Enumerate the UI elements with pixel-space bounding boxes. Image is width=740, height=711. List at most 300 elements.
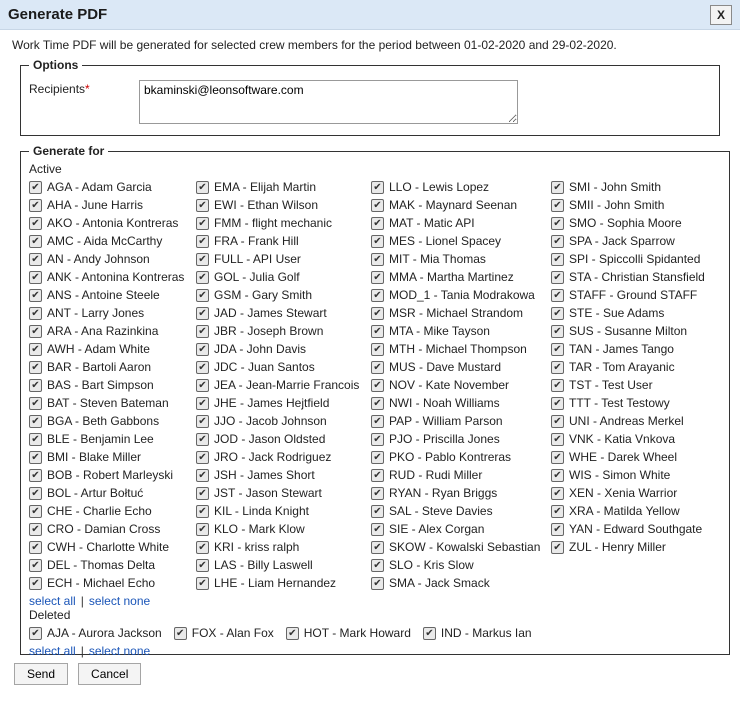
crew-checkbox-item[interactable]: [29, 178, 196, 196]
crew-member-label: LHE - Liam Hernandez: [214, 576, 337, 590]
crew-checkbox-item[interactable]: [551, 340, 721, 358]
crew-member-label: EWI - Ethan Wilson: [214, 198, 319, 212]
crew-member-label: BOB - Robert Marleyski: [47, 468, 174, 482]
crew-member-label: MMA - Martha Martinez: [389, 270, 514, 284]
checkbox-checked-icon[interactable]: ✔: [371, 577, 384, 590]
crew-checkbox-item[interactable]: [174, 624, 274, 642]
checkbox-checked-icon[interactable]: ✔: [551, 505, 564, 518]
crew-member-label: ANS - Antoine Steele: [47, 288, 160, 302]
checkbox-checked-icon[interactable]: ✔: [196, 325, 209, 338]
checkbox-checked-icon[interactable]: ✔: [371, 199, 384, 212]
checkbox-checked-icon[interactable]: ✔: [371, 343, 384, 356]
crew-member-label: FMM - flight mechanic: [214, 216, 333, 230]
dialog-titlebar: [0, 0, 740, 30]
crew-member-label: AWH - Adam White: [47, 342, 150, 356]
crew-member-label: MTA - Mike Tayson: [389, 324, 490, 338]
checkbox-checked-icon[interactable]: ✔: [551, 235, 564, 248]
checkbox-checked-icon[interactable]: ✔: [551, 271, 564, 284]
crew-member-label: JBR - Joseph Brown: [214, 324, 324, 338]
recipients-label: [29, 80, 139, 96]
options-fieldset: [20, 58, 720, 136]
crew-checkbox-item[interactable]: [371, 232, 551, 250]
crew-checkbox-item[interactable]: [196, 358, 371, 376]
crew-checkbox-item[interactable]: [371, 250, 551, 268]
crew-member-label: TAR - Tom Arayanic: [569, 360, 675, 374]
crew-checkbox-item[interactable]: [551, 358, 721, 376]
crew-checkbox-item[interactable]: [371, 502, 551, 520]
options-legend: Options: [33, 58, 79, 72]
crew-checkbox-item[interactable]: [29, 520, 196, 538]
checkbox-checked-icon[interactable]: ✔: [371, 181, 384, 194]
crew-checkbox-item[interactable]: [29, 394, 196, 412]
crew-member-label: BOL - Artur Bołtuć: [47, 486, 144, 500]
crew-member-label: FRA - Frank Hill: [214, 234, 299, 248]
checkbox-checked-icon[interactable]: ✔: [551, 397, 564, 410]
generate-for-legend: Generate for: [33, 144, 105, 158]
checkbox-checked-icon[interactable]: ✔: [371, 289, 384, 302]
crew-checkbox-item[interactable]: [551, 268, 721, 286]
checkbox-checked-icon[interactable]: ✔: [196, 433, 209, 446]
checkbox-checked-icon[interactable]: ✔: [196, 397, 209, 410]
crew-member-label: JRO - Jack Rodriguez: [214, 450, 332, 464]
checkbox-checked-icon[interactable]: ✔: [196, 343, 209, 356]
crew-checkbox-item[interactable]: [551, 502, 721, 520]
crew-member-label: JHE - James Hejtfield: [214, 396, 330, 410]
checkbox-checked-icon[interactable]: ✔: [551, 199, 564, 212]
deleted-selection-links: [29, 644, 721, 660]
crew-member-label: NOV - Kate November: [389, 378, 510, 392]
crew-checkbox-item[interactable]: [196, 322, 371, 340]
checkbox-checked-icon[interactable]: ✔: [551, 523, 564, 536]
checkbox-checked-icon[interactable]: ✔: [29, 505, 42, 518]
checkbox-checked-icon[interactable]: ✔: [196, 577, 209, 590]
crew-checkbox-item[interactable]: [196, 430, 371, 448]
crew-member-label: JOD - Jason Oldsted: [214, 432, 326, 446]
crew-member-label: AHA - June Harris: [47, 198, 144, 212]
checkbox-checked-icon[interactable]: ✔: [371, 415, 384, 428]
crew-member-label: RUD - Rudi Miller: [389, 468, 483, 482]
crew-member-label: PKO - Pablo Kontreras: [389, 450, 512, 464]
checkbox-checked-icon[interactable]: ✔: [196, 235, 209, 248]
crew-member-label: PJO - Priscilla Jones: [389, 432, 500, 446]
crew-member-label: XRA - Matilda Yellow: [569, 504, 680, 518]
checkbox-checked-icon[interactable]: ✔: [423, 627, 436, 640]
active-group-label: Active: [29, 162, 62, 176]
crew-member-label: SMO - Sophia Moore: [569, 216, 682, 230]
checkbox-checked-icon[interactable]: ✔: [29, 487, 42, 500]
crew-member-label: SMI - John Smith: [569, 180, 662, 194]
crew-member-label: AN - Andy Johnson: [47, 252, 150, 266]
checkbox-checked-icon[interactable]: ✔: [551, 343, 564, 356]
crew-checkbox-item[interactable]: [551, 520, 721, 538]
crew-checkbox-item[interactable]: [29, 304, 196, 322]
checkbox-checked-icon[interactable]: ✔: [371, 253, 384, 266]
crew-member-label: MAK - Maynard Seenan: [389, 198, 518, 212]
crew-member-label: ANK - Antonina Kontreras: [47, 270, 185, 284]
crew-member-label: VNK - Katia Vnkova: [569, 432, 676, 446]
crew-checkbox-item[interactable]: [371, 358, 551, 376]
crew-member-label: SKOW - Kowalski Sebastian: [389, 540, 541, 554]
checkbox-checked-icon[interactable]: ✔: [29, 361, 42, 374]
crew-checkbox-item[interactable]: [29, 448, 196, 466]
crew-checkbox-item[interactable]: [196, 304, 371, 322]
crew-member-label: TAN - James Tango: [569, 342, 674, 356]
checkbox-checked-icon[interactable]: ✔: [196, 559, 209, 572]
crew-checkbox-item[interactable]: [196, 268, 371, 286]
checkbox-checked-icon[interactable]: ✔: [371, 217, 384, 230]
checkbox-checked-icon[interactable]: ✔: [196, 199, 209, 212]
crew-checkbox-item[interactable]: [196, 448, 371, 466]
checkbox-checked-icon[interactable]: ✔: [371, 307, 384, 320]
crew-member-label: BAS - Bart Simpson: [47, 378, 154, 392]
crew-checkbox-item[interactable]: [29, 556, 196, 574]
crew-member-label: MIT - Mia Thomas: [389, 252, 486, 266]
checkbox-checked-icon[interactable]: ✔: [29, 559, 42, 572]
crew-checkbox-item[interactable]: [371, 268, 551, 286]
crew-checkbox-item[interactable]: [551, 178, 721, 196]
checkbox-checked-icon[interactable]: ✔: [29, 451, 42, 464]
checkbox-checked-icon[interactable]: ✔: [371, 325, 384, 338]
recipients-field[interactable]: [139, 80, 518, 124]
checkbox-checked-icon[interactable]: ✔: [196, 271, 209, 284]
crew-member-label: MTH - Michael Thompson: [389, 342, 527, 356]
checkbox-checked-icon[interactable]: ✔: [196, 451, 209, 464]
crew-column: [29, 178, 196, 592]
crew-checkbox-item[interactable]: [29, 322, 196, 340]
crew-member-label: MUS - Dave Mustard: [389, 360, 502, 374]
crew-member-label: STE - Sue Adams: [569, 306, 665, 320]
crew-checkbox-item[interactable]: [371, 214, 551, 232]
crew-checkbox-item[interactable]: [551, 412, 721, 430]
crew-checkbox-item[interactable]: [371, 376, 551, 394]
active-crew-grid: [29, 178, 721, 592]
close-button[interactable]: X: [710, 5, 732, 25]
checkbox-checked-icon[interactable]: ✔: [371, 451, 384, 464]
crew-member-label: FOX - Alan Fox: [191, 626, 274, 640]
crew-checkbox-item[interactable]: [29, 574, 196, 592]
crew-checkbox-item[interactable]: [371, 394, 551, 412]
checkbox-checked-icon[interactable]: ✔: [196, 181, 209, 194]
crew-checkbox-item[interactable]: [196, 484, 371, 502]
checkbox-checked-icon[interactable]: ✔: [196, 505, 209, 518]
crew-member-label: AKO - Antonia Kontreras: [47, 216, 179, 230]
crew-member-label: DEL - Thomas Delta: [47, 558, 156, 572]
crew-checkbox-item[interactable]: [29, 286, 196, 304]
crew-checkbox-item[interactable]: [29, 376, 196, 394]
crew-member-label: UNI - Andreas Merkel: [569, 414, 684, 428]
checkbox-checked-icon[interactable]: ✔: [29, 325, 42, 338]
crew-checkbox-item[interactable]: [196, 538, 371, 556]
crew-checkbox-item[interactable]: [371, 430, 551, 448]
checkbox-checked-icon[interactable]: ✔: [29, 217, 42, 230]
crew-member-label: MSR - Michael Strandom: [389, 306, 524, 320]
crew-checkbox-item[interactable]: [29, 484, 196, 502]
checkbox-checked-icon[interactable]: ✔: [286, 627, 299, 640]
crew-member-label: BAT - Steven Bateman: [47, 396, 169, 410]
recipients-row: [29, 80, 711, 124]
deleted-crew-row: [29, 624, 721, 642]
checkbox-checked-icon[interactable]: ✔: [29, 379, 42, 392]
checkbox-checked-icon[interactable]: ✔: [196, 487, 209, 500]
crew-checkbox-item[interactable]: [371, 286, 551, 304]
checkbox-checked-icon[interactable]: ✔: [551, 181, 564, 194]
crew-checkbox-item[interactable]: [196, 466, 371, 484]
crew-member-label: JSH - James Short: [214, 468, 315, 482]
cancel-button[interactable]: Cancel: [78, 663, 141, 685]
checkbox-checked-icon[interactable]: ✔: [196, 415, 209, 428]
crew-checkbox-item[interactable]: [196, 196, 371, 214]
crew-member-label: AGA - Adam Garcia: [47, 180, 152, 194]
crew-member-label: STAFF - Ground STAFF: [569, 288, 698, 302]
select-none-deleted-link[interactable]: select none: [88, 644, 151, 658]
crew-checkbox-item[interactable]: [29, 430, 196, 448]
crew-checkbox-item[interactable]: [196, 250, 371, 268]
checkbox-checked-icon[interactable]: ✔: [371, 379, 384, 392]
crew-member-label: CWH - Charlotte White: [47, 540, 170, 554]
crew-checkbox-item[interactable]: [286, 624, 411, 642]
crew-checkbox-item[interactable]: [551, 430, 721, 448]
checkbox-checked-icon[interactable]: ✔: [29, 253, 42, 266]
crew-checkbox-item[interactable]: [371, 556, 551, 574]
crew-checkbox-item[interactable]: [196, 178, 371, 196]
crew-member-label: ZUL - Henry Miller: [569, 540, 666, 554]
crew-checkbox-item[interactable]: [371, 340, 551, 358]
crew-member-label: ANT - Larry Jones: [47, 306, 145, 320]
crew-member-label: XEN - Xenia Warrior: [569, 486, 678, 500]
crew-checkbox-item[interactable]: [196, 340, 371, 358]
crew-checkbox-item[interactable]: [29, 624, 162, 642]
checkbox-checked-icon[interactable]: ✔: [551, 487, 564, 500]
crew-checkbox-item[interactable]: [371, 322, 551, 340]
crew-checkbox-item[interactable]: [371, 304, 551, 322]
crew-checkbox-item[interactable]: [551, 322, 721, 340]
checkbox-checked-icon[interactable]: ✔: [196, 523, 209, 536]
crew-checkbox-item[interactable]: [423, 624, 532, 642]
checkbox-checked-icon[interactable]: ✔: [551, 307, 564, 320]
crew-checkbox-item[interactable]: [196, 556, 371, 574]
crew-member-label: JEA - Jean-Marrie Francois: [214, 378, 360, 392]
checkbox-checked-icon[interactable]: ✔: [196, 253, 209, 266]
checkbox-checked-icon[interactable]: ✔: [551, 217, 564, 230]
checkbox-checked-icon[interactable]: ✔: [371, 361, 384, 374]
dialog-body: [0, 30, 740, 685]
crew-checkbox-item[interactable]: [551, 196, 721, 214]
crew-checkbox-item[interactable]: [371, 178, 551, 196]
crew-checkbox-item[interactable]: [551, 250, 721, 268]
checkbox-checked-icon[interactable]: ✔: [551, 379, 564, 392]
crew-member-label: JAD - James Stewart: [214, 306, 327, 320]
required-mark: *: [85, 82, 90, 96]
crew-member-label: LLO - Lewis Lopez: [389, 180, 490, 194]
crew-checkbox-item[interactable]: [551, 538, 721, 556]
checkbox-checked-icon[interactable]: ✔: [551, 415, 564, 428]
intro-text: Work Time PDF will be generated for selected crew members for the period between 01-02-2020 and 29-02-2020.: [12, 38, 617, 52]
checkbox-checked-icon[interactable]: ✔: [551, 541, 564, 554]
checkbox-checked-icon[interactable]: ✔: [196, 307, 209, 320]
checkbox-checked-icon[interactable]: ✔: [371, 505, 384, 518]
crew-member-label: JST - Jason Stewart: [214, 486, 322, 500]
checkbox-checked-icon[interactable]: ✔: [29, 577, 42, 590]
crew-checkbox-item[interactable]: [196, 394, 371, 412]
checkbox-checked-icon[interactable]: ✔: [371, 541, 384, 554]
checkbox-checked-icon[interactable]: ✔: [29, 469, 42, 482]
checkbox-checked-icon[interactable]: ✔: [29, 235, 42, 248]
checkbox-checked-icon[interactable]: ✔: [551, 451, 564, 464]
crew-checkbox-item[interactable]: [29, 268, 196, 286]
crew-column: [371, 178, 551, 592]
crew-checkbox-item[interactable]: [371, 196, 551, 214]
crew-member-label: LAS - Billy Laswell: [214, 558, 313, 572]
crew-checkbox-item[interactable]: [196, 520, 371, 538]
checkbox-checked-icon[interactable]: ✔: [196, 217, 209, 230]
crew-member-label: MAT - Matic API: [389, 216, 475, 230]
crew-member-label: JJO - Jacob Johnson: [214, 414, 327, 428]
crew-member-label: BGA - Beth Gabbons: [47, 414, 160, 428]
checkbox-checked-icon[interactable]: ✔: [29, 397, 42, 410]
crew-member-label: SAL - Steve Davies: [389, 504, 493, 518]
crew-member-label: CHE - Charlie Echo: [47, 504, 152, 518]
crew-checkbox-item[interactable]: [551, 214, 721, 232]
crew-member-label: EMA - Elijah Martin: [214, 180, 317, 194]
crew-member-label: FULL - API User: [214, 252, 301, 266]
crew-checkbox-item[interactable]: [371, 484, 551, 502]
recipients-label-text: Recipients: [29, 82, 86, 96]
crew-member-label: GOL - Julia Golf: [214, 270, 300, 284]
checkbox-checked-icon[interactable]: ✔: [174, 627, 187, 640]
crew-checkbox-item[interactable]: [371, 520, 551, 538]
crew-checkbox-item[interactable]: [29, 196, 196, 214]
crew-checkbox-item[interactable]: [29, 502, 196, 520]
checkbox-checked-icon[interactable]: ✔: [29, 181, 42, 194]
crew-checkbox-item[interactable]: [29, 214, 196, 232]
dialog-title: Generate PDF: [8, 6, 108, 23]
crew-member-label: SIE - Alex Corgan: [389, 522, 485, 536]
crew-checkbox-item[interactable]: [29, 538, 196, 556]
link-separator: |: [80, 644, 84, 658]
crew-member-label: KIL - Linda Knight: [214, 504, 309, 518]
checkbox-checked-icon[interactable]: ✔: [551, 433, 564, 446]
deleted-group-label: Deleted: [29, 608, 71, 622]
crew-checkbox-item[interactable]: [371, 574, 551, 592]
checkbox-checked-icon[interactable]: ✔: [371, 235, 384, 248]
checkbox-checked-icon[interactable]: ✔: [29, 271, 42, 284]
dialog-buttons: [12, 663, 728, 685]
crew-checkbox-item[interactable]: [551, 448, 721, 466]
crew-checkbox-item[interactable]: [196, 214, 371, 232]
crew-checkbox-item[interactable]: [196, 376, 371, 394]
crew-checkbox-item[interactable]: [29, 358, 196, 376]
crew-member-label: HOT - Mark Howard: [303, 626, 411, 640]
checkbox-checked-icon[interactable]: ✔: [196, 289, 209, 302]
crew-checkbox-item[interactable]: [29, 232, 196, 250]
crew-member-label: WIS - Simon White: [569, 468, 671, 482]
checkbox-checked-icon[interactable]: ✔: [371, 559, 384, 572]
checkbox-checked-icon[interactable]: ✔: [196, 541, 209, 554]
checkbox-checked-icon[interactable]: ✔: [196, 361, 209, 374]
checkbox-checked-icon[interactable]: ✔: [551, 253, 564, 266]
checkbox-checked-icon[interactable]: ✔: [371, 523, 384, 536]
crew-checkbox-item[interactable]: [551, 376, 721, 394]
crew-member-label: SPI - Spiccolli Spidanted: [569, 252, 701, 266]
checkbox-checked-icon[interactable]: ✔: [29, 627, 42, 640]
select-all-deleted-link[interactable]: select all: [29, 644, 76, 658]
crew-checkbox-item[interactable]: [196, 412, 371, 430]
crew-member-label: STA - Christian Stansfield: [569, 270, 705, 284]
crew-member-label: RYAN - Ryan Briggs: [389, 486, 498, 500]
checkbox-checked-icon[interactable]: ✔: [371, 397, 384, 410]
crew-member-label: ECH - Michael Echo: [47, 576, 156, 590]
checkbox-checked-icon[interactable]: ✔: [371, 271, 384, 284]
crew-checkbox-item[interactable]: [196, 232, 371, 250]
crew-member-label: JDC - Juan Santos: [214, 360, 315, 374]
crew-checkbox-item[interactable]: [551, 286, 721, 304]
checkbox-checked-icon[interactable]: ✔: [371, 487, 384, 500]
crew-column: [551, 178, 721, 592]
crew-checkbox-item[interactable]: [551, 232, 721, 250]
checkbox-checked-icon[interactable]: ✔: [196, 379, 209, 392]
checkbox-checked-icon[interactable]: ✔: [551, 361, 564, 374]
checkbox-checked-icon[interactable]: ✔: [551, 469, 564, 482]
crew-checkbox-item[interactable]: [196, 502, 371, 520]
crew-member-label: AJA - Aurora Jackson: [47, 626, 162, 640]
select-none-active-link[interactable]: select none: [88, 594, 151, 608]
crew-checkbox-item[interactable]: [371, 448, 551, 466]
crew-checkbox-item[interactable]: [196, 286, 371, 304]
crew-member-label: GSM - Gary Smith: [214, 288, 313, 302]
crew-checkbox-item[interactable]: [551, 466, 721, 484]
checkbox-checked-icon[interactable]: ✔: [371, 433, 384, 446]
crew-member-label: KRI - kriss ralph: [214, 540, 300, 554]
checkbox-checked-icon[interactable]: ✔: [29, 199, 42, 212]
select-all-active-link[interactable]: select all: [29, 594, 76, 608]
crew-checkbox-item[interactable]: [551, 304, 721, 322]
checkbox-checked-icon[interactable]: ✔: [29, 289, 42, 302]
crew-checkbox-item[interactable]: [551, 484, 721, 502]
checkbox-checked-icon[interactable]: ✔: [29, 541, 42, 554]
crew-member-label: SUS - Susanne Milton: [569, 324, 688, 338]
crew-checkbox-item[interactable]: [551, 394, 721, 412]
crew-checkbox-item[interactable]: [371, 466, 551, 484]
crew-checkbox-item[interactable]: [196, 574, 371, 592]
crew-checkbox-item[interactable]: [29, 250, 196, 268]
crew-member-label: BLE - Benjamin Lee: [47, 432, 154, 446]
crew-member-label: JDA - John Davis: [214, 342, 307, 356]
crew-checkbox-item[interactable]: [371, 412, 551, 430]
crew-member-label: PAP - William Parson: [389, 414, 503, 428]
crew-checkbox-item[interactable]: [29, 466, 196, 484]
crew-member-label: TTT - Test Testowy: [569, 396, 670, 410]
checkbox-checked-icon[interactable]: ✔: [29, 415, 42, 428]
crew-column: [196, 178, 371, 592]
checkbox-checked-icon[interactable]: ✔: [551, 325, 564, 338]
crew-member-label: CRO - Damian Cross: [47, 522, 161, 536]
crew-checkbox-item[interactable]: [371, 538, 551, 556]
checkbox-checked-icon[interactable]: ✔: [29, 343, 42, 356]
checkbox-checked-icon[interactable]: ✔: [551, 289, 564, 302]
checkbox-checked-icon[interactable]: ✔: [29, 307, 42, 320]
checkbox-checked-icon[interactable]: ✔: [29, 433, 42, 446]
crew-member-label: MOD_1 - Tania Modrakowa: [389, 288, 535, 302]
checkbox-checked-icon[interactable]: ✔: [371, 469, 384, 482]
send-button[interactable]: Send: [14, 663, 68, 685]
crew-checkbox-item[interactable]: [29, 412, 196, 430]
crew-member-label: BMI - Blake Miller: [47, 450, 142, 464]
crew-member-label: TST - Test User: [569, 378, 653, 392]
checkbox-checked-icon[interactable]: ✔: [196, 469, 209, 482]
checkbox-checked-icon[interactable]: ✔: [29, 523, 42, 536]
crew-checkbox-item[interactable]: [29, 340, 196, 358]
crew-member-label: ARA - Ana Razinkina: [47, 324, 159, 338]
